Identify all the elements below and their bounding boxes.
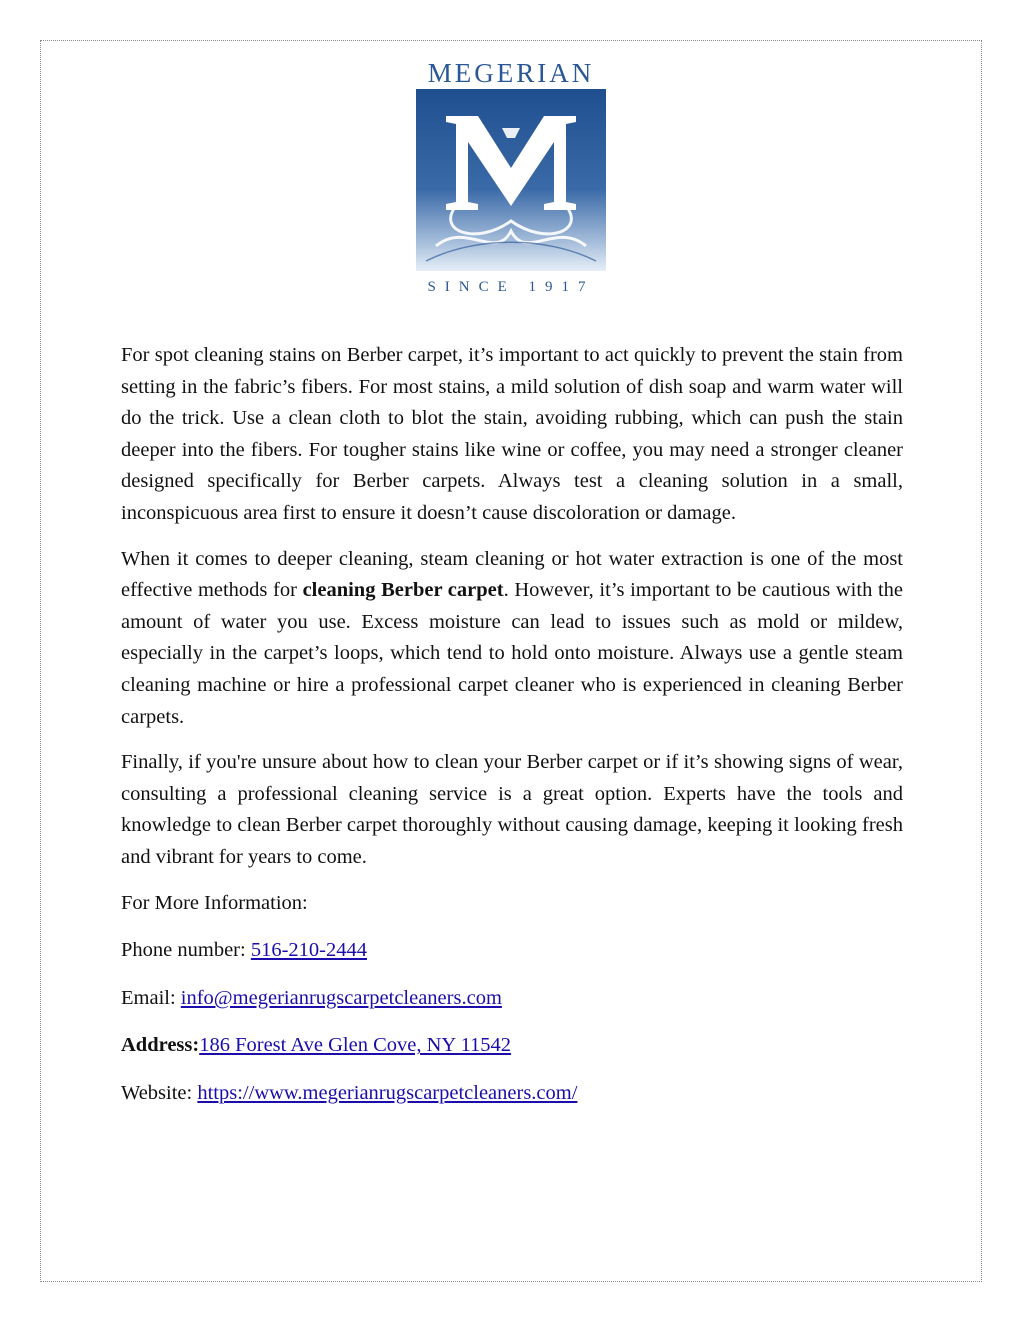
article-body bbox=[121, 340, 903, 1125]
svg-text:SINCE 1917: SINCE 1917 bbox=[427, 279, 595, 295]
email-label: Email: bbox=[121, 986, 181, 1009]
address-line bbox=[121, 1030, 903, 1062]
megerian-logo bbox=[416, 56, 606, 296]
website-line bbox=[121, 1078, 903, 1110]
paragraph-spot-cleaning: For spot cleaning stains on Berber carpet, it’s important to act quickly to prevent the stain from setting in the fabric’s fibers. For most stains, a mild solution of dish soap and warm water will do the trick. Use a clean cloth to blot the stain, avoiding rubbing, which can push the stain deeper into the fibers. For tougher stains like wine or coffee, you may need a stronger cleaner designed specifically for Berber carpets. Always test a cleaning solution in a small, inconspicuous area first to ensure it doesn’t cause discoloration or damage. bbox=[121, 344, 903, 524]
more-info-heading: For More Information: bbox=[121, 891, 308, 914]
website-link[interactable]: https://www.megerianrugscarpetcleaners.com/ bbox=[197, 1081, 578, 1104]
email-link[interactable]: info@megerianrugscarpetcleaners.com bbox=[180, 986, 502, 1009]
address-label: Address: bbox=[121, 1034, 200, 1057]
phone-line bbox=[121, 935, 903, 967]
svg-text:MEGERIAN: MEGERIAN bbox=[427, 58, 595, 88]
email-line bbox=[121, 983, 903, 1015]
phone-link[interactable]: 516-210-2444 bbox=[250, 939, 367, 962]
keyword-cleaning-berber-carpet: cleaning Berber carpet bbox=[302, 579, 504, 602]
paragraph-deep-cleaning bbox=[121, 544, 903, 734]
paragraph-professional-service: Finally, if you're unsure about how to clean your Berber carpet or if it’s showing signs of wear, consulting a professional cleaning service is a great option. Experts have the tools and knowledge to clean Berber carpet thoroughly without causing damage, keeping it looking fresh and vibrant for years to come. bbox=[121, 751, 903, 868]
paragraph-deep-cleaning-end: . However, it’s important to be cautious with the amount of water you use. Excess moisture can lead to issues such as mold or mildew, especially in the carpet’s loops, which tend to hold onto moisture. Always use a gentle steam cleaning machine or hire a professional carpet cleaner who is experienced in cleaning Berber carpets. bbox=[121, 579, 903, 728]
website-label: Website: bbox=[121, 1081, 198, 1104]
phone-label: Phone number: bbox=[121, 939, 251, 962]
paragraph-deep-cleaning-start: When it comes to deeper cleaning, steam cleaning or hot water extraction is one of the most effective methods for bbox=[121, 547, 903, 602]
address-link[interactable]: 186 Forest Ave Glen Cove, NY 11542 bbox=[199, 1034, 512, 1057]
